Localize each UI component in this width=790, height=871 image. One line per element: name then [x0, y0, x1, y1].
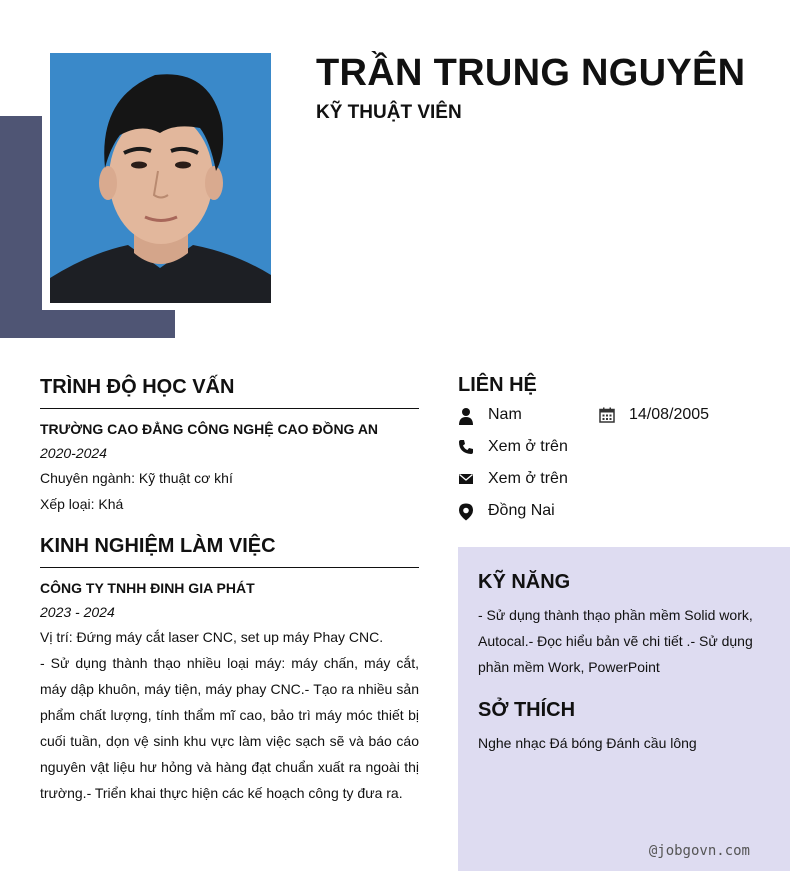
education-major: Chuyên ngành: Kỹ thuật cơ khí — [40, 470, 233, 486]
school-name: TRƯỜNG CAO ĐẲNG CÔNG NGHỆ CAO ĐỒNG AN — [40, 421, 379, 437]
experience-position: Vị trí: Đứng máy cắt laser CNC, set up máy Phay CNC. — [40, 629, 384, 645]
experience-title: KINH NGHIỆM LÀM VIỆC — [40, 535, 276, 557]
education-divider — [40, 408, 419, 409]
skills-hobbies-panel — [458, 547, 790, 871]
contact-email — [458, 470, 568, 488]
education-years: 2020-2024 — [40, 445, 107, 461]
company-name: CÔNG TY TNHH ĐINH GIA PHÁT — [40, 580, 255, 596]
phone-value: Xem ở trên — [488, 438, 568, 455]
watermark: @jobgovn.com — [648, 843, 750, 859]
address-value: Đồng Nai — [488, 502, 555, 519]
accent-block-vertical — [0, 116, 42, 338]
hobbies-text: Nghe nhạc Đá bóng Đánh cầu lông — [478, 735, 697, 751]
contact-phone — [458, 438, 568, 456]
contact-gender — [458, 406, 522, 424]
location-pin-icon — [458, 503, 474, 519]
skills-text: - Sử dụng thành thạo phần mềm Solid work, Autocal.- Đọc hiểu bản vẽ chi tiết .- Sử dụng phần mềm Work, PowerPoint — [478, 607, 753, 675]
calendar-icon — [599, 407, 615, 423]
birthday-value: 14/08/2005 — [629, 406, 710, 423]
skills-title: KỸ NĂNG — [478, 571, 571, 593]
experience-description: - Sử dụng thành thạo nhiều loại máy: máy chấn, máy cắt, máy dập khuôn, máy tiện, máy phay CNC.- Tạo ra nhiều sản phẩm chất lượng, tính thẩm mĩ cao, bảo trì máy móc thiết bị cuối tuần, dọn vệ sinh khu vực làm việc sạch sẽ và báo cáo nguyên vật liệu hư hỏng và hàng đạt chuẩn xuất ra ngoài thị trường.- Triển khai thực hiện các kế hoạch công ty đưa ra. — [40, 655, 419, 801]
accent-block-horizontal — [0, 310, 175, 338]
experience-divider — [40, 567, 419, 568]
education-rank: Xếp loại: Khá — [40, 496, 124, 512]
email-value: Xem ở trên — [488, 470, 568, 487]
contact-title: LIÊN HỆ — [458, 374, 537, 396]
contact-birthday — [599, 406, 709, 424]
full-name: TRẦN TRUNG NGUYÊN — [316, 52, 746, 94]
profile-photo — [50, 53, 271, 303]
person-icon — [458, 407, 474, 423]
mail-icon — [458, 471, 474, 487]
job-title: KỸ THUẬT VIÊN — [316, 102, 462, 123]
education-title: TRÌNH ĐỘ HỌC VẤN — [40, 376, 235, 398]
experience-years: 2023 - 2024 — [40, 604, 115, 620]
hobbies-title: SỞ THÍCH — [478, 699, 576, 721]
phone-icon — [458, 439, 474, 455]
gender-value: Nam — [488, 406, 522, 423]
contact-address — [458, 502, 555, 520]
